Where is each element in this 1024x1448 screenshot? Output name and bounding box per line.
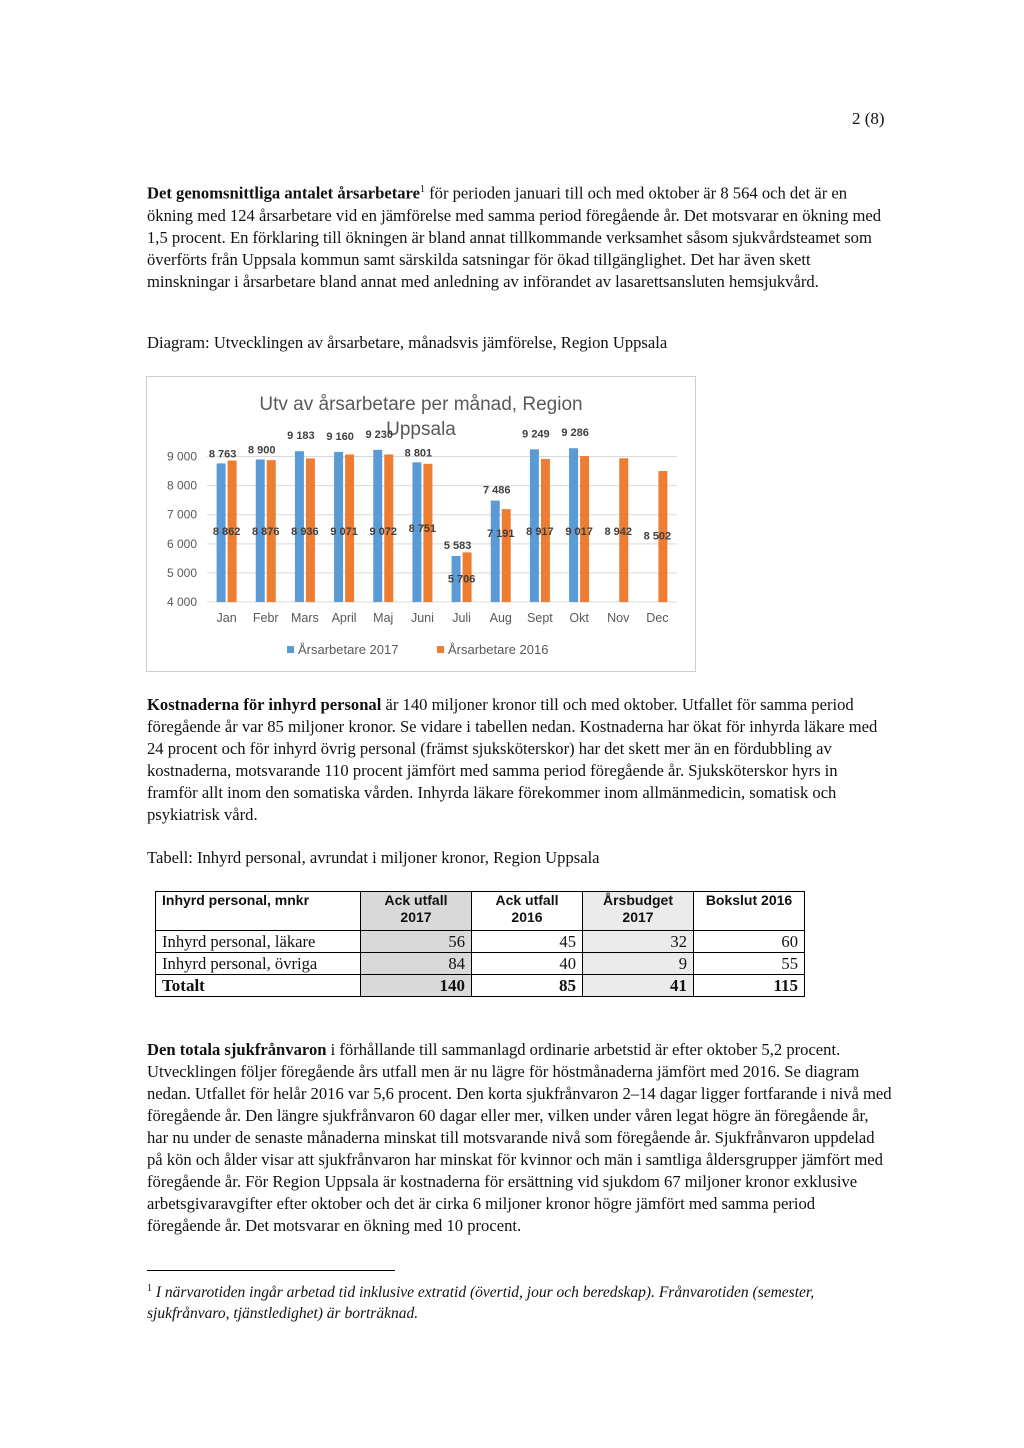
table-header-row [156, 892, 805, 931]
table-cell: 41 [583, 975, 694, 997]
paragraph-lead: Den totala sjukfrånvaron [147, 1040, 327, 1059]
data-label-2016: 8 917 [526, 526, 554, 539]
x-tick-label: Jan [216, 611, 237, 625]
data-label-2017: 9 230 [365, 428, 394, 441]
table-header: Ack utfall 2016 [472, 892, 583, 931]
page-number: 2 (8) [852, 109, 885, 128]
x-tick-label: Maj [373, 611, 394, 625]
y-tick-label: 7 000 [166, 507, 197, 522]
data-label-2016: 8 862 [212, 526, 241, 539]
data-label-2016: 7 191 [486, 528, 515, 541]
paragraph-body: är 140 miljoner kronor till och med oktober. Utfallet för samma period föregående år var 85 miljoner kronor. Se vidare i tabellen nedan. Kostnaderna har ökat för inhyrda läkare med 24 procent och för inhyrd övrig personal (främst sjuksköterskor) har det skett mer än en fördubbling av kostnaderna, motsvarande 110 procent jämfört med samma period föregående år. Sjuksköterskor hyrs in framför allt inom den somatiska vården. Inhyrda läkare förekommer inom allmänmedicin, somatisk och psykiatrisk vård. [147, 695, 878, 824]
paragraph-sjukfranvaro [147, 1039, 892, 1237]
data-label-2016: 8 942 [604, 526, 633, 539]
table-cell: Inhyrd personal, läkare [156, 931, 361, 953]
footnote [147, 1278, 892, 1324]
x-tick-label: Febr [252, 611, 279, 625]
diagram-caption: Diagram: Utvecklingen av årsarbetare, månadsvis jämförelse, Region Uppsala [147, 333, 668, 352]
table-caption: Tabell: Inhyrd personal, avrundat i miljoner kronor, Region Uppsala [147, 848, 600, 867]
chart-container [146, 376, 696, 672]
data-label-2017: 5 583 [443, 539, 472, 552]
x-tick-label: Dec [646, 611, 669, 625]
y-tick-label: 4 000 [166, 595, 197, 609]
footnote-divider [147, 1270, 395, 1271]
data-label-2016: 8 502 [643, 530, 672, 543]
x-tick-label: Aug [489, 611, 512, 625]
x-tick-label: Sept [527, 611, 553, 625]
table-cell: 56 [361, 931, 472, 953]
bar-2016 [502, 509, 511, 602]
paragraph-body: för perioden januari till och med oktober är 8 564 och det är en ökning med 124 årsarbetare vid en jämförelse med samma period föregående år. Det motsvarar en ökning med 1,5 procent. En förklaring till ökningen är bland annat tillkommande verksamhet såsom sjukvårdsteamet som överförts från Uppsala kommun samt särskilda satsningar för ökad tillgänglighet. Det har även skett minskningar i årsarbetare bland annat med anledning av införandet av lasarettsansluten hemsjukvård. [147, 183, 882, 291]
data-label-2016: 5 706 [447, 573, 476, 586]
x-tick-label: Juli [452, 611, 471, 625]
legend-label-2016: Årsarbetare 2016 [448, 642, 549, 657]
paragraph-arsarbetare [147, 179, 892, 293]
x-tick-label: April [331, 611, 357, 625]
table-cell: 45 [472, 931, 583, 953]
table-cell: 140 [361, 975, 472, 997]
data-label-2017: 8 801 [404, 447, 433, 460]
table-header: Inhyrd personal, mnkr [156, 892, 361, 931]
x-tick-label: Okt [569, 611, 589, 625]
y-tick-label: 6 000 [166, 536, 197, 551]
paragraph-lead: Det genomsnittliga antalet årsarbetare [147, 183, 420, 203]
table-cell: 85 [472, 975, 583, 997]
table-header: Årsbudget 2017 [583, 892, 694, 931]
x-tick-label: Nov [607, 611, 630, 625]
data-label-2017: 9 183 [287, 430, 315, 443]
data-label-2016: 8 876 [251, 526, 280, 539]
data-label-2016: 9 071 [330, 526, 358, 539]
data-label-2017: 9 160 [326, 430, 354, 443]
y-tick-label: 8 000 [166, 478, 197, 493]
data-label-2017: 8 900 [247, 444, 276, 457]
x-tick-label: Juni [410, 611, 434, 625]
data-label-2017: 9 249 [522, 428, 550, 441]
data-label-2017: 8 763 [208, 448, 237, 461]
data-label-2016: 9 072 [369, 526, 398, 539]
data-label-2017: 7 486 [482, 484, 511, 497]
data-label-2016: 8 751 [408, 522, 437, 535]
data-label-2016: 9 017 [565, 526, 593, 539]
table-header: Ack utfall 2017 [361, 892, 472, 931]
table-cell: 84 [361, 953, 472, 975]
table-cell: Totalt [156, 975, 361, 997]
paragraph-inhyrd [147, 694, 892, 826]
table-total-row [156, 975, 805, 997]
legend-label-2017: Årsarbetare 2017 [298, 642, 399, 657]
legend-swatch-2017 [287, 646, 294, 653]
bar-2017 [491, 501, 500, 602]
table-cell: 32 [583, 931, 694, 953]
bar-chart [147, 377, 695, 671]
table-cell: 40 [472, 953, 583, 975]
paragraph-lead: Kostnaderna för inhyrd personal [147, 695, 382, 714]
table-cell: 115 [694, 975, 805, 997]
y-tick-label: 9 000 [166, 449, 197, 464]
y-tick-label: 5 000 [166, 565, 197, 580]
table-cell: 60 [694, 931, 805, 953]
chart-title: Uppsala [386, 419, 456, 440]
chart-title: Utv av årsarbetare per månad, Region [259, 394, 583, 415]
table-row [156, 953, 805, 975]
x-tick-label: Mars [291, 611, 319, 625]
table-header: Bokslut 2016 [694, 892, 805, 931]
footnote-text: I närvarotiden ingår arbetad tid inklusive extratid (övertid, jour och beredskap). Frånvarotiden (semester, sjukfrånvaro, tjänstledighet) är borträknad. [147, 1284, 815, 1323]
legend-swatch-2016 [437, 646, 444, 653]
data-label-2017: 9 286 [561, 427, 589, 440]
table-cell: 55 [694, 953, 805, 975]
footnote-mark: 1 [147, 1283, 152, 1294]
table-row [156, 931, 805, 953]
data-label-2016: 8 936 [291, 526, 319, 539]
table-cell: Inhyrd personal, övriga [156, 953, 361, 975]
paragraph-body: i förhållande till sammanlagd ordinarie arbetstid är efter oktober 5,2 procent. Utvecklingen följer föregående års utfall men är nu lägre för höstmånaderna jämfört med 2016. Se diagram nedan. Utfallet för helår 2016 var 5,6 procent. Den korta sjukfrånvaron 2–14 dagar ligger fortfarande i nivå med föregående år. Den längre sjukfrånvaron 60 dagar eller mer, vilken under våren legat högre än föregående år, har nu under de senaste månaderna minskat till motsvarande nivå som föregående år. Sjukfrånvaron uppdelad på kön och ålder visar att sjukfrånvaron har minskat för kvinnor och män i samtliga åldersgrupper jämfört med föregående år. För Region Uppsala är kostnaderna för ersättning vid sjukdom 67 miljoner kronor exklusive arbetsgivaravgifter efter oktober och det är cirka 6 miljoner kronor högre jämfört med samma period föregående år. Det motsvarar en ökning med 10 procent. [147, 1040, 892, 1235]
table-cell: 9 [583, 953, 694, 975]
footnote-ref: 1 [419, 184, 425, 195]
inhyrd-table [155, 891, 805, 997]
